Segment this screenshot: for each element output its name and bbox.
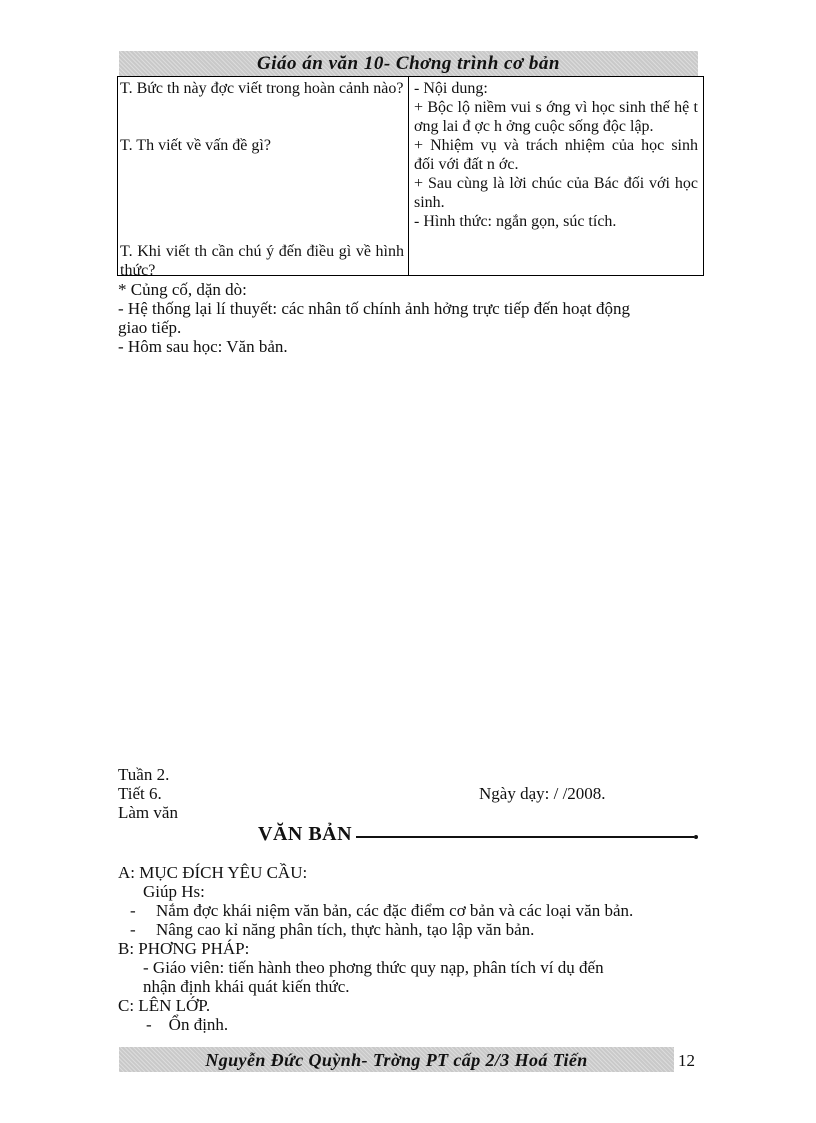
- list-item: [118, 901, 698, 920]
- list-item-text: Nắm đợc khái niệm văn bản, các đặc điểm cơ bản và các loại văn bản.: [156, 901, 634, 920]
- subject-label: Làm văn: [118, 803, 178, 822]
- teaching-date: Ngày dạy: / /2008.: [479, 784, 606, 803]
- question-2: T. Th viết về vấn đề gì?: [120, 137, 271, 154]
- table-column-divider: [408, 77, 409, 275]
- answer-heading: - Nội dung:: [414, 80, 488, 97]
- footer-text: Nguyễn Đức Quỳnh- Trờng PT cấp 2/3 Hoá Tiến: [205, 1050, 588, 1070]
- week-label: Tuần 2.: [118, 765, 170, 784]
- section-c-heading: C: LÊN LỚP.: [118, 996, 211, 1015]
- questions-column: [120, 79, 404, 279]
- answer-1: + Bộc lộ niềm vui s ớng vì học sinh thế hệ t ơng lai đ ợc h ởng cuộc sống độc lập.: [414, 99, 698, 135]
- bullet-dash: -: [146, 1015, 169, 1034]
- bullet-dash: -: [130, 901, 136, 920]
- list-item: [118, 920, 698, 939]
- question-1: T. Bức th này đợc viết trong hoàn cảnh nào?: [120, 80, 404, 97]
- header-title: Giáo án văn 10- Chơng trình cơ bản: [257, 53, 560, 74]
- page-number: 12: [678, 1051, 695, 1070]
- homework-line: - Hôm sau học: Văn bản.: [118, 337, 288, 356]
- section-a-intro: Giúp Hs:: [143, 882, 205, 901]
- lesson-title: VĂN BẢN: [258, 823, 353, 845]
- section-b-line: - Giáo viên: tiến hành theo phơng thức quy nạp, phân tích ví dụ đến: [143, 958, 604, 977]
- title-underline: [356, 836, 694, 838]
- section-b-line: nhận định khái quát kiến thức.: [143, 977, 350, 996]
- consolidation-line: giao tiếp.: [118, 318, 182, 337]
- answers-column: [414, 79, 698, 231]
- period-label: Tiết 6.: [118, 784, 162, 803]
- lesson-title-row: [258, 823, 708, 845]
- lesson-meta: [118, 765, 178, 822]
- consolidation-line: - Hệ thống lại lí thuyết: các nhân tố chính ảnh hởng trực tiếp đến hoạt động: [118, 299, 631, 318]
- consolidation-heading: * Củng cố, dặn dò:: [118, 280, 247, 299]
- page-header: [119, 51, 698, 76]
- question-3: T. Khi viết th cần chú ý đến điều gì về hình thức?: [120, 243, 404, 279]
- bullet-dash: -: [130, 920, 136, 939]
- answer-2: + Nhiệm vụ và trách nhiệm của học sinh đối với đất n ớc.: [414, 137, 698, 173]
- lesson-body: [118, 863, 698, 1034]
- section-a-heading: A: MỤC ĐÍCH YÊU CẦU:: [118, 863, 308, 882]
- list-item: [118, 1015, 698, 1034]
- answer-3: + Sau cùng là lời chúc của Bác đối với học sinh.: [414, 175, 698, 211]
- qa-table: [117, 76, 704, 279]
- page-footer: [119, 1047, 674, 1072]
- answer-form: - Hình thức: ngắn gọn, súc tích.: [414, 213, 617, 230]
- title-end-dot: [694, 835, 698, 839]
- section-b-heading: B: PHƠNG PHÁP:: [118, 939, 250, 958]
- list-item-text: Ổn định.: [168, 1015, 229, 1034]
- consolidation-block: [118, 280, 698, 356]
- list-item-text: Nâng cao kỉ năng phân tích, thực hành, tạo lập văn bản.: [156, 920, 535, 939]
